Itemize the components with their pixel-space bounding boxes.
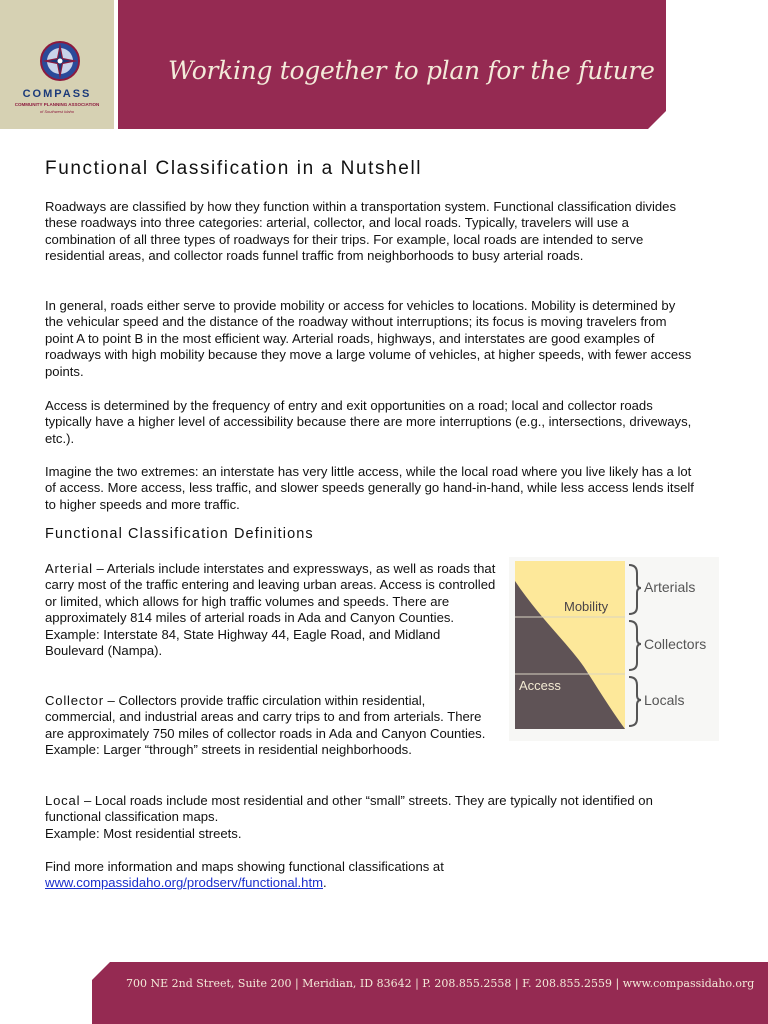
collector-example: Example: Larger “through” streets in residential neighborhoods. <box>45 742 412 758</box>
intro-paragraph-4: Imagine the two extremes: an interstate has very little access, while the local road where you live likely has a lot of access. More access, less traffic, and slower speeds generally go hand-in-hand, while less access lends itself to higher speeds and more traffic. <box>45 464 694 512</box>
functional-classification-link[interactable]: www.compassidaho.org/prodserv/functional.htm <box>45 875 324 891</box>
footer-banner <box>92 962 768 1024</box>
local-example: Example: Most residential streets. <box>45 825 242 841</box>
collector-term: Collector <box>45 693 104 708</box>
local-definition <box>45 793 685 842</box>
collectors-label: Collectors <box>644 636 707 652</box>
more-info-suffix: . <box>323 875 327 891</box>
mobility-access-diagram <box>509 557 719 741</box>
compass-rose-icon <box>39 40 81 82</box>
more-info-text: Find more information and maps showing functional classifications at <box>45 859 444 874</box>
intro-section-3 <box>45 398 695 447</box>
arterial-definition <box>45 561 497 659</box>
logo-panel <box>0 0 114 129</box>
locals-label: Locals <box>644 692 685 708</box>
intro-section-2 <box>45 298 695 380</box>
intro-section <box>45 199 695 265</box>
mobility-label: Mobility <box>564 599 609 614</box>
arterials-label: Arterials <box>644 579 696 595</box>
collector-dash: – <box>103 693 119 708</box>
more-info-link-line <box>45 875 695 891</box>
arterial-example: Example: Interstate 84, State Highway 44, Eagle Road, and Midland Boulevard (Nampa). <box>45 626 441 659</box>
intro-paragraph-3: Access is determined by the frequency of entry and exit opportunities on a road; local and collector roads typically have a higher level of accessibility because there are more interruptions (e.g., intersections, driveways, etc.). <box>45 398 692 446</box>
tagline: Working together to plan for the future <box>168 56 655 85</box>
local-term: Local <box>45 793 81 808</box>
access-label: Access <box>519 678 561 693</box>
logo-subtitle-2: of Southwest Idaho <box>39 109 75 114</box>
collector-paragraph <box>45 693 497 742</box>
logo-subtitle: COMMUNITY PLANNING ASSOCIATION <box>14 102 100 107</box>
collector-definition <box>45 693 497 759</box>
intro-section-4 <box>45 464 695 513</box>
more-info <box>45 859 695 892</box>
logo-name: COMPASS <box>22 88 92 100</box>
collector-body: Collectors provide traffic circulation within residential, commercial, and industrial areas and carry trips to and from arterials. There are approximately 750 miles of collector roads in Ada and Canyon Counties. <box>45 693 486 741</box>
intro-paragraph-1: Roadways are classified by how they function within a transportation system. Functional classification divides these roadways into three categories: arterial, collector, and local roads. Typically, travelers will use a combination of all three types of roadways for their trips. For example, local roads are intended to serve residential areas, and collector roads funnel traffic from neighborhoods to busy arterial roads. <box>45 199 676 264</box>
footer-contact: 700 NE 2nd Street, Suite 200 | Meridian, ID 83642 | P. 208.855.2558 | F. 208.855.2559 | www.compassidaho.org <box>126 977 755 990</box>
arterial-paragraph <box>45 561 497 627</box>
arterial-dash: – <box>92 561 107 576</box>
arterial-body: Arterials include interstates and expressways, as well as roads that carry most of the traffic entering and leaving urban areas. Access is controlled or limited, which allows for high traffic volumes and speeds. There are approximately 814 miles of arterial roads in Ada and Canyon Counties. <box>45 561 496 626</box>
local-dash: – <box>80 793 95 808</box>
page-title: Functional Classification in a Nutshell <box>45 158 423 179</box>
intro-paragraph-2: In general, roads either serve to provide mobility or access for vehicles to locations. Mobility is determined by the vehicular speed and the distance of the roadway without interruptions; its focus is moving travelers from point A to point B in the most efficient way. Arterial roads, highways, and interstates are good examples of roadways with high mobility because they move a large volume of vehicles, at higher speeds, with fewer access points. <box>45 298 692 379</box>
arterial-term: Arterial <box>45 561 93 576</box>
local-body: Local roads include most residential and other “small” streets. They are typically not identified on functional classification maps. <box>45 793 653 825</box>
local-paragraph <box>45 793 685 826</box>
definitions-heading: Functional Classification Definitions <box>45 526 314 542</box>
